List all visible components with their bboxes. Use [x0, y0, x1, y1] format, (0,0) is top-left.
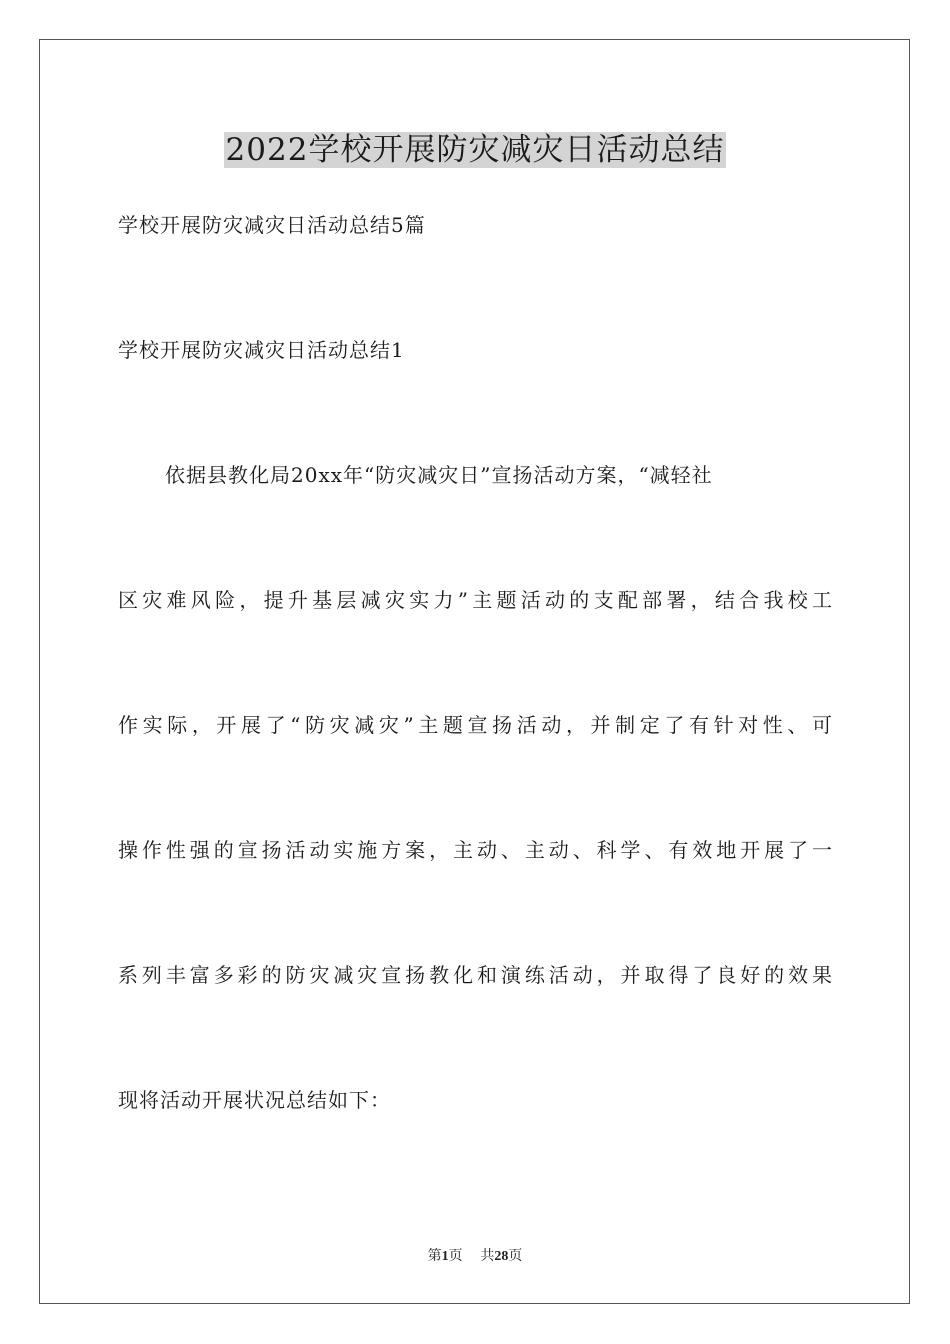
document-title-text: 2022学校开展防灾减灾日活动总结 [225, 132, 725, 168]
document-title [0, 128, 950, 172]
footer-current-page: 1 [441, 1249, 449, 1264]
section-heading: 学校开展防灾减灾日活动总结1 [118, 338, 405, 362]
footer-total-pages: 28 [494, 1249, 509, 1264]
page-footer [0, 1246, 950, 1267]
footer-page-suffix: 页 [448, 1248, 463, 1264]
paragraph-line-5: 系列丰富多彩的防灾减灾宣扬教化和演练活动，并取得了良好的效果 [118, 963, 833, 987]
paragraph-line-2: 区灾难风险，提升基层减灾实力”主题活动的支配部署，结合我校工 [118, 588, 833, 612]
paragraph-line-6: 现将活动开展状况总结如下： [118, 1088, 391, 1112]
document-subtitle: 学校开展防灾减灾日活动总结5篇 [118, 213, 426, 237]
footer-total-suffix: 页 [508, 1248, 523, 1264]
footer-page-prefix: 第 [427, 1248, 442, 1264]
paragraph-line-4: 操作性强的宣扬活动实施方案，主动、主动、科学、有效地开展了一 [118, 838, 833, 862]
paragraph-line-1: 依据县教化局20xx年“防灾减灾日”宣扬活动方案，“减轻社 [165, 463, 713, 487]
footer-total-prefix: 共 [480, 1248, 495, 1264]
paragraph-line-3: 作实际，开展了“防灾减灾”主题宣扬活动，并制定了有针对性、可 [118, 713, 833, 737]
